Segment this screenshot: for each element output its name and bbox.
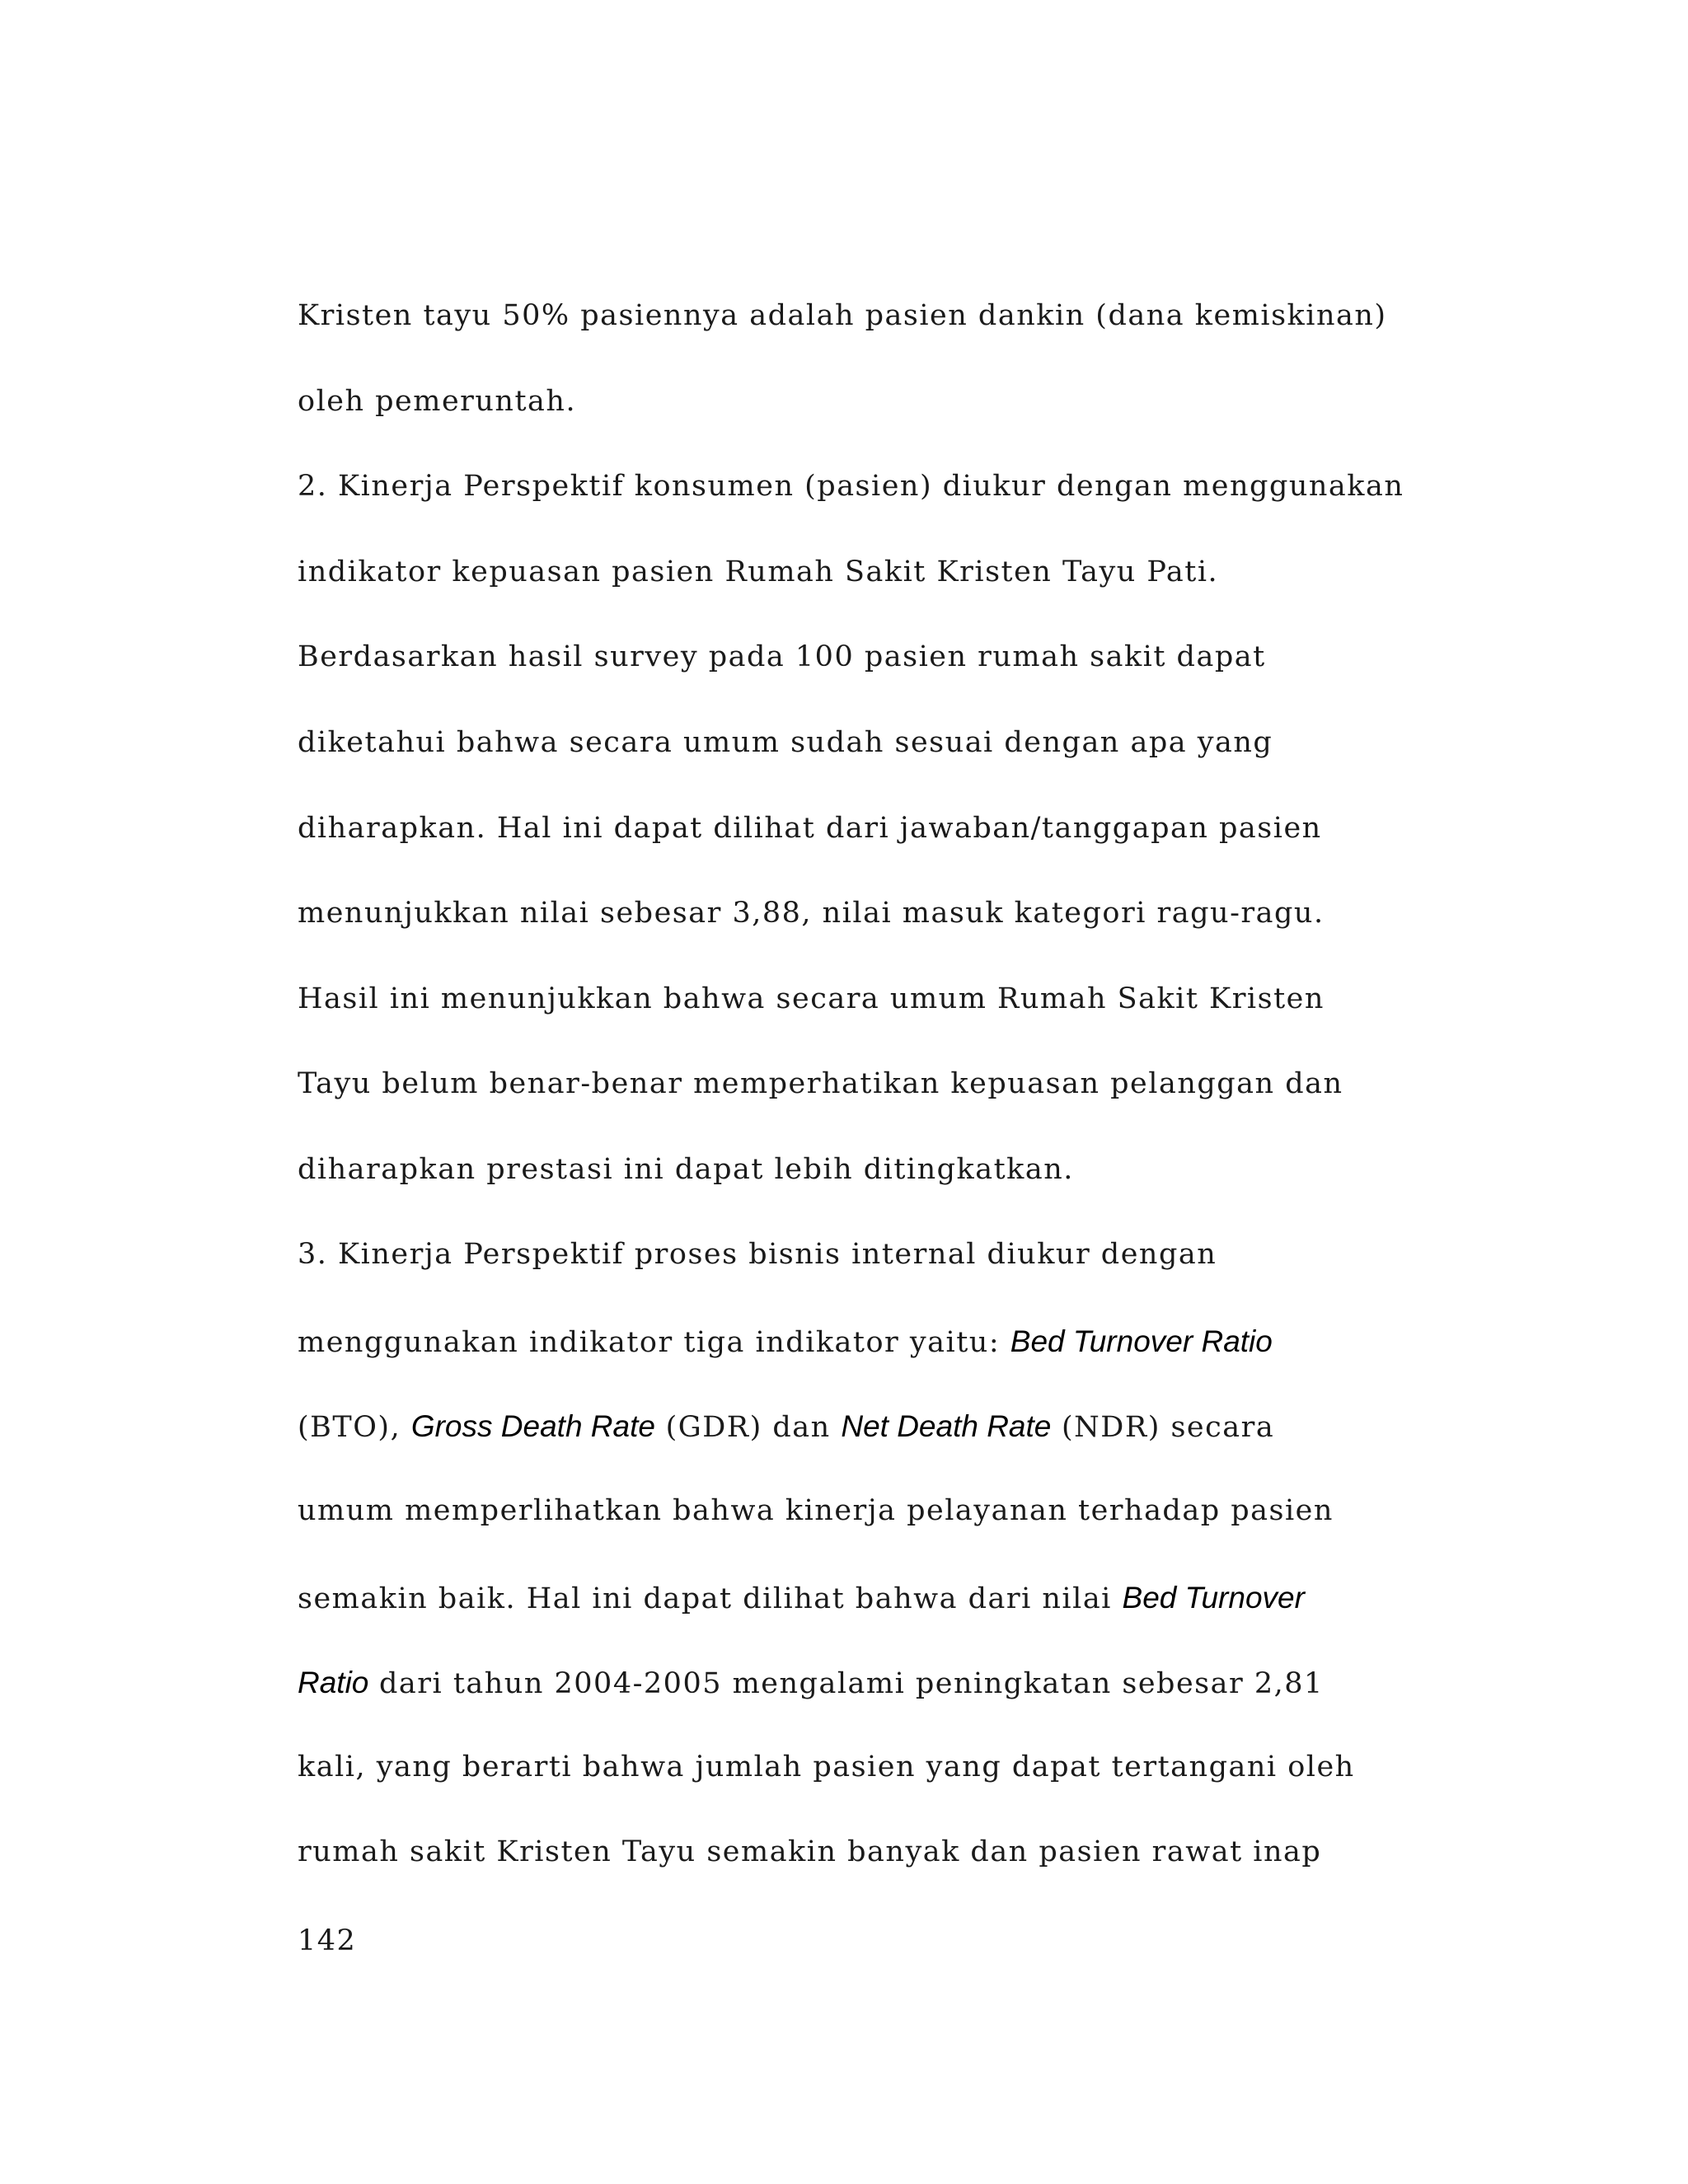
italic-term: Ratio — [298, 1666, 369, 1699]
text-line: 3. Kinerja Perspektif proses bisnis internal diukur dengan — [298, 1238, 1217, 1271]
text-line: Tayu belum benar-benar memperhatikan kepuasan pelanggan dan — [298, 1067, 1343, 1100]
text-line: Berdasarkan hasil survey pada 100 pasien rumah sakit dapat — [298, 640, 1266, 673]
text-line — [298, 1411, 1274, 1442]
text-line: umum memperlihatkan bahwa kinerja pelayanan terhadap pasien — [298, 1494, 1334, 1527]
text-segment: (NDR) secara — [1051, 1411, 1275, 1444]
text-line — [298, 1326, 1273, 1357]
text-line — [298, 1667, 1324, 1699]
italic-term: Net Death Rate — [841, 1409, 1052, 1443]
text-line: menunjukkan nilai sebesar 3,88, nilai masuk kategori ragu-ragu. — [298, 897, 1325, 930]
text-line — [298, 1582, 1305, 1614]
text-line: oleh pemeruntah. — [298, 385, 577, 418]
text-line: diketahui bahwa secara umum sudah sesuai dengan apa yang — [298, 726, 1273, 759]
italic-term: Bed Turnover — [1122, 1581, 1305, 1615]
text-line: rumah sakit Kristen Tayu semakin banyak dan pasien rawat inap — [298, 1835, 1322, 1868]
page-number: 142 — [298, 1924, 357, 1957]
text-segment: menggunakan indikator tiga indikator yaitu: — [298, 1326, 1010, 1359]
italic-term: Gross Death Rate — [410, 1409, 655, 1443]
text-segment: (GDR) dan — [654, 1411, 842, 1444]
text-segment: dari tahun 2004-2005 mengalami peningkatan sebesar 2,81 — [368, 1667, 1324, 1700]
text-line: Hasil ini menunjukkan bahwa secara umum Rumah Sakit Kristen — [298, 982, 1325, 1015]
text-segment: (BTO), — [298, 1411, 411, 1444]
text-line: Kristen tayu 50% pasiennya adalah pasien dankin (dana kemiskinan) — [298, 299, 1387, 332]
text-line: diharapkan prestasi ini dapat lebih ditingkatkan. — [298, 1153, 1074, 1186]
text-line: indikator kepuasan pasien Rumah Sakit Kristen Tayu Pati. — [298, 555, 1219, 588]
text-segment: semakin baik. Hal ini dapat dilihat bahwa dari nilai — [298, 1582, 1123, 1615]
text-line: 2. Kinerja Perspektif konsumen (pasien) diukur dengan menggunakan — [298, 470, 1404, 503]
italic-term: Bed Turnover Ratio — [1010, 1324, 1273, 1358]
text-line: diharapkan. Hal ini dapat dilihat dari jawaban/tanggapan pasien — [298, 812, 1322, 845]
text-line: kali, yang berarti bahwa jumlah pasien yang dapat tertangani oleh — [298, 1750, 1355, 1783]
